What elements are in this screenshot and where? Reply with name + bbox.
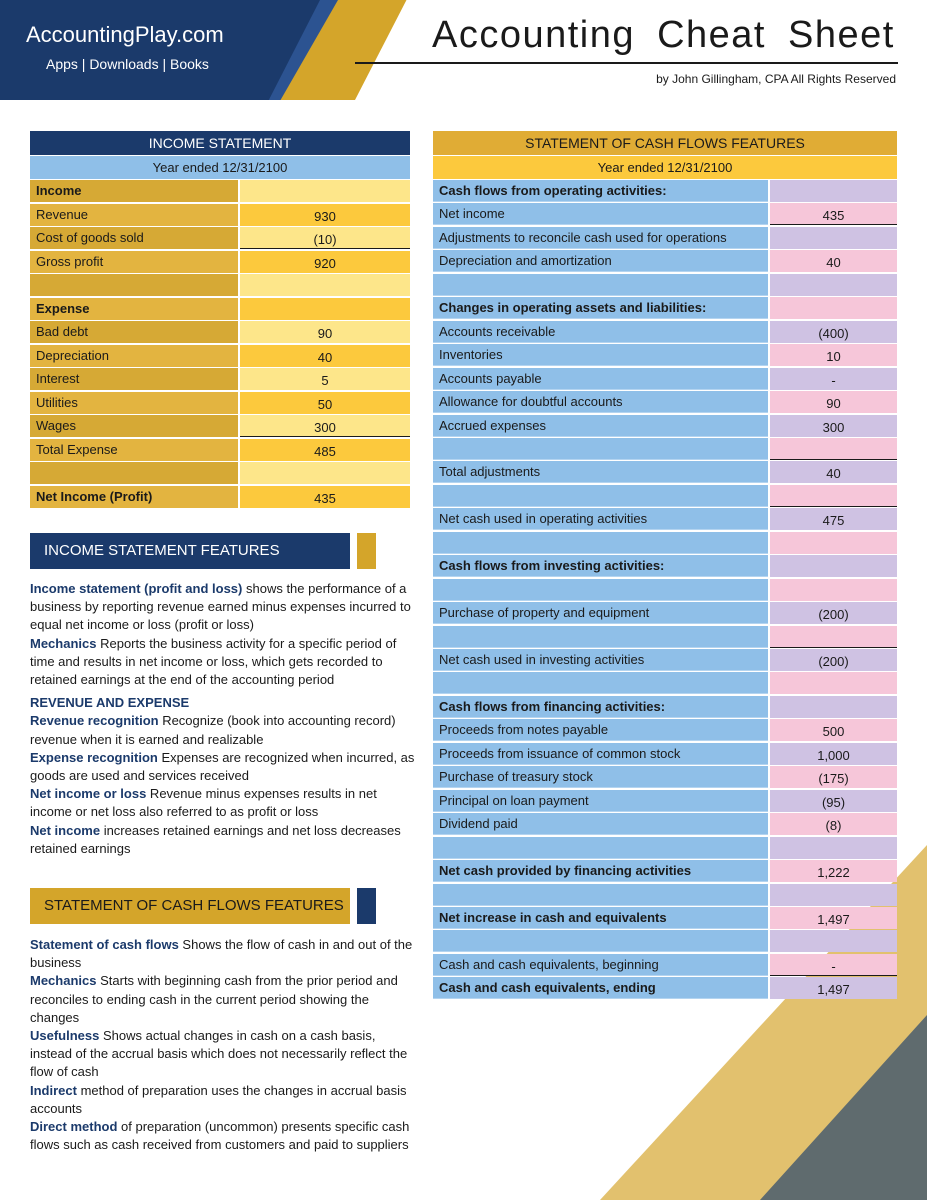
row-value: (200) (770, 649, 897, 671)
table-row (30, 321, 410, 343)
row-value (770, 274, 897, 296)
row-value: 500 (770, 719, 897, 741)
row-value: 1,497 (770, 907, 897, 929)
table-row (433, 274, 897, 296)
keyword: Usefulness (30, 1028, 100, 1044)
table-row (433, 555, 897, 577)
row-value: 50 (240, 392, 410, 414)
keyword: Revenue recognition (30, 713, 159, 729)
row-label: Purchase of property and equipment (433, 602, 768, 624)
row-label: Depreciation (30, 345, 238, 367)
description: Shows the flow of cash in and out of the business (30, 937, 413, 971)
row-value (240, 180, 410, 202)
row-label (433, 884, 768, 906)
page-title: Accounting Cheat Sheet (432, 14, 895, 56)
row-value: (95) (770, 790, 897, 812)
keyword: Income statement (profit and loss) (30, 581, 243, 596)
row-value (770, 837, 897, 859)
income-features-text (30, 580, 415, 858)
brand-nav-links[interactable]: Apps | Downloads | Books (46, 56, 209, 72)
row-label: Proceeds from issuance of common stock (433, 743, 768, 765)
table-row (433, 837, 897, 859)
table-row (433, 766, 897, 788)
row-value (770, 532, 897, 554)
row-value (770, 626, 897, 648)
table-row (30, 415, 410, 437)
cashflow-features-p5 (30, 1118, 415, 1154)
table-row (433, 415, 897, 437)
description: Expenses are recognized when incurred, as goods are used and services received (30, 749, 415, 784)
table-row (433, 532, 897, 554)
income-features-banner: INCOME STATEMENT FEATURES (30, 533, 350, 569)
row-label: Allowance for doubtful accounts (433, 391, 768, 413)
income-features-p5 (30, 785, 415, 821)
row-value (240, 462, 410, 484)
row-value: 90 (770, 391, 897, 413)
table-row (30, 251, 410, 273)
row-label: Total Expense (30, 439, 238, 461)
table-row (433, 884, 897, 906)
title-divider (355, 62, 898, 64)
table-row (30, 439, 410, 461)
row-value (770, 930, 897, 952)
table-row (433, 508, 897, 530)
row-label: Accounts payable (433, 368, 768, 390)
row-value: 40 (240, 345, 410, 367)
row-label: Cost of goods sold (30, 227, 238, 249)
table-row (433, 579, 897, 601)
table-row (433, 180, 897, 202)
table-row (433, 391, 897, 413)
row-value: - (770, 954, 897, 976)
cashflow-features-p3 (30, 1027, 415, 1082)
row-value: 90 (240, 321, 410, 343)
table-row (433, 743, 897, 765)
table-row (30, 486, 410, 508)
header-brand-panel (0, 0, 320, 100)
description: Starts with beginning cash from the prior period and reconciles to ending cash in the current period showing the changes (30, 973, 398, 1025)
row-label: Cash flows from financing activities: (433, 696, 768, 718)
row-label: Proceeds from notes payable (433, 719, 768, 741)
row-value: 1,000 (770, 743, 897, 765)
cashflow-features-banner: STATEMENT OF CASH FLOWS FEATURES (30, 888, 350, 924)
description: Shows actual changes in cash on a cash basis, instead of the accrual basis which does not necessarily reflect the flow of cash (30, 1028, 408, 1080)
row-label: Expense (30, 298, 238, 320)
keyword: Statement of cash flows (30, 937, 179, 952)
table-row (30, 274, 410, 296)
row-label: Net increase in cash and equivalents (433, 907, 768, 929)
table-row (433, 626, 897, 648)
table-row (433, 930, 897, 952)
row-label: Accrued expenses (433, 415, 768, 437)
table-row (433, 321, 897, 343)
row-label: Cash flows from operating activities: (433, 180, 768, 202)
row-label (433, 672, 768, 694)
row-value: 40 (770, 250, 897, 272)
row-label: Cash and cash equivalents, beginning (433, 954, 768, 976)
table-row (433, 368, 897, 390)
row-value: (200) (770, 602, 897, 624)
keyword: Mechanics (30, 973, 97, 989)
row-label: Wages (30, 415, 238, 437)
table-row (433, 954, 897, 976)
row-label: Net cash used in investing activities (433, 649, 768, 671)
table-row (30, 204, 410, 226)
table-row (433, 297, 897, 319)
table-row (433, 860, 897, 882)
income-features-p4 (30, 749, 415, 785)
cashflow-features-banner-accent (357, 888, 376, 924)
row-label (30, 274, 238, 296)
table-row (30, 462, 410, 484)
row-value: 485 (240, 439, 410, 461)
row-label: Adjustments to reconcile cash used for operations (433, 227, 768, 249)
row-value (770, 672, 897, 694)
cash-flow-statement-title: STATEMENT OF CASH FLOWS FEATURES (433, 131, 897, 155)
row-value (770, 438, 897, 460)
row-label: Depreciation and amortization (433, 250, 768, 272)
table-row (433, 203, 897, 225)
table-row (30, 227, 410, 249)
description: Revenue minus expenses results in net income or net loss also referred to as profit or loss (30, 786, 377, 820)
row-value: 1,497 (770, 977, 897, 999)
cashflow-features-text (30, 936, 415, 1154)
row-value: (8) (770, 813, 897, 835)
row-value (770, 227, 897, 249)
row-label (433, 837, 768, 859)
row-label: Cash flows from investing activities: (433, 555, 768, 577)
row-value: (400) (770, 321, 897, 343)
row-value: 5 (240, 368, 410, 390)
row-value: 930 (240, 204, 410, 226)
table-row (433, 250, 897, 272)
table-row (433, 227, 897, 249)
description: shows the performance of a business by reporting revenue earned minus expenses incurred to equal net income or loss (profit or loss) (30, 581, 411, 633)
description: method of preparation uses the changes in accrual basis accounts (30, 1082, 407, 1116)
row-value: - (770, 368, 897, 390)
row-label: Total adjustments (433, 461, 768, 483)
row-label (433, 532, 768, 554)
row-label: Inventories (433, 344, 768, 366)
row-value: (10) (240, 227, 410, 249)
table-row (433, 438, 897, 460)
table-row (433, 719, 897, 741)
description: increases retained earnings and net loss decreases retained earnings (30, 822, 401, 856)
cashflow-features-p1 (30, 936, 415, 972)
row-value: 1,222 (770, 860, 897, 882)
row-label (433, 930, 768, 952)
description: Recognize (book into accounting record) revenue when it is earned and realizable (30, 713, 396, 747)
keyword: Net income or loss (30, 786, 147, 802)
row-label: Net cash provided by financing activities (433, 860, 768, 882)
row-label: Utilities (30, 392, 238, 414)
row-label: Income (30, 180, 238, 202)
table-row (30, 180, 410, 202)
table-row (433, 602, 897, 624)
table-row (433, 649, 897, 671)
row-label: Bad debt (30, 321, 238, 343)
table-row (433, 485, 897, 507)
keyword: Net income (30, 822, 101, 838)
row-value: 300 (770, 415, 897, 437)
keyword: Expense recognition (30, 749, 158, 765)
cash-flow-statement-period: Year ended 12/31/2100 (433, 156, 897, 179)
row-label: Changes in operating assets and liabilities: (433, 297, 768, 319)
row-value: 10 (770, 344, 897, 366)
row-label (433, 626, 768, 648)
income-features-p6 (30, 822, 415, 858)
row-value: 435 (240, 486, 410, 508)
row-value (770, 297, 897, 319)
table-row (433, 977, 897, 999)
keyword: Direct method (30, 1119, 118, 1135)
table-row (433, 790, 897, 812)
row-value (770, 884, 897, 906)
row-label: Purchase of treasury stock (433, 766, 768, 788)
cashflow-features-p2 (30, 972, 415, 1027)
row-label (433, 485, 768, 507)
row-value (770, 180, 897, 202)
table-row (433, 672, 897, 694)
income-features-p2 (30, 635, 415, 690)
row-value: 435 (770, 203, 897, 225)
row-value (770, 555, 897, 577)
row-label: Accounts receivable (433, 321, 768, 343)
description: Reports the business activity for a specific period of time and results in net income or loss, which gets recorded to retained earnings at the end of the accounting period (30, 635, 397, 688)
row-label: Net income (433, 203, 768, 225)
income-statement-title: INCOME STATEMENT (30, 131, 410, 155)
row-value: 920 (240, 251, 410, 273)
row-label: Principal on loan payment (433, 790, 768, 812)
table-row (433, 461, 897, 483)
row-value: (175) (770, 766, 897, 788)
row-label: Dividend paid (433, 813, 768, 835)
income-features-p3 (30, 712, 415, 748)
table-row (433, 344, 897, 366)
table-row (30, 298, 410, 320)
row-label (433, 274, 768, 296)
row-value (770, 579, 897, 601)
table-row (30, 392, 410, 414)
table-row (30, 368, 410, 390)
table-row (433, 696, 897, 718)
row-label (433, 579, 768, 601)
income-features-p1 (30, 580, 415, 635)
description: of preparation (uncommon) presents specific cash flows such as cash received from customers and paid to suppliers (30, 1119, 410, 1153)
revenue-expense-subhead: REVENUE AND EXPENSE (30, 695, 190, 711)
row-label: Net cash used in operating activities (433, 508, 768, 530)
row-value: 300 (240, 415, 410, 437)
cashflow-features-p4 (30, 1082, 415, 1118)
keyword: Indirect (30, 1082, 77, 1098)
byline: by John Gillingham, CPA All Rights Reserved (656, 72, 896, 86)
table-row (30, 345, 410, 367)
row-label: Revenue (30, 204, 238, 226)
row-value (770, 485, 897, 507)
table-row (433, 813, 897, 835)
income-statement-period: Year ended 12/31/2100 (30, 156, 410, 179)
row-label (433, 438, 768, 460)
row-value (770, 696, 897, 718)
row-label: Cash and cash equivalents, ending (433, 977, 768, 999)
row-value (240, 298, 410, 320)
income-features-banner-accent (357, 533, 376, 569)
row-value: 475 (770, 508, 897, 530)
row-label: Interest (30, 368, 238, 390)
row-value (240, 274, 410, 296)
table-row (433, 907, 897, 929)
brand-logo-text[interactable]: AccountingPlay.com (26, 22, 224, 47)
row-label: Net Income (Profit) (30, 486, 238, 508)
keyword: Mechanics (30, 635, 97, 651)
row-label: Gross profit (30, 251, 238, 273)
row-value: 40 (770, 461, 897, 483)
row-label (30, 462, 238, 484)
